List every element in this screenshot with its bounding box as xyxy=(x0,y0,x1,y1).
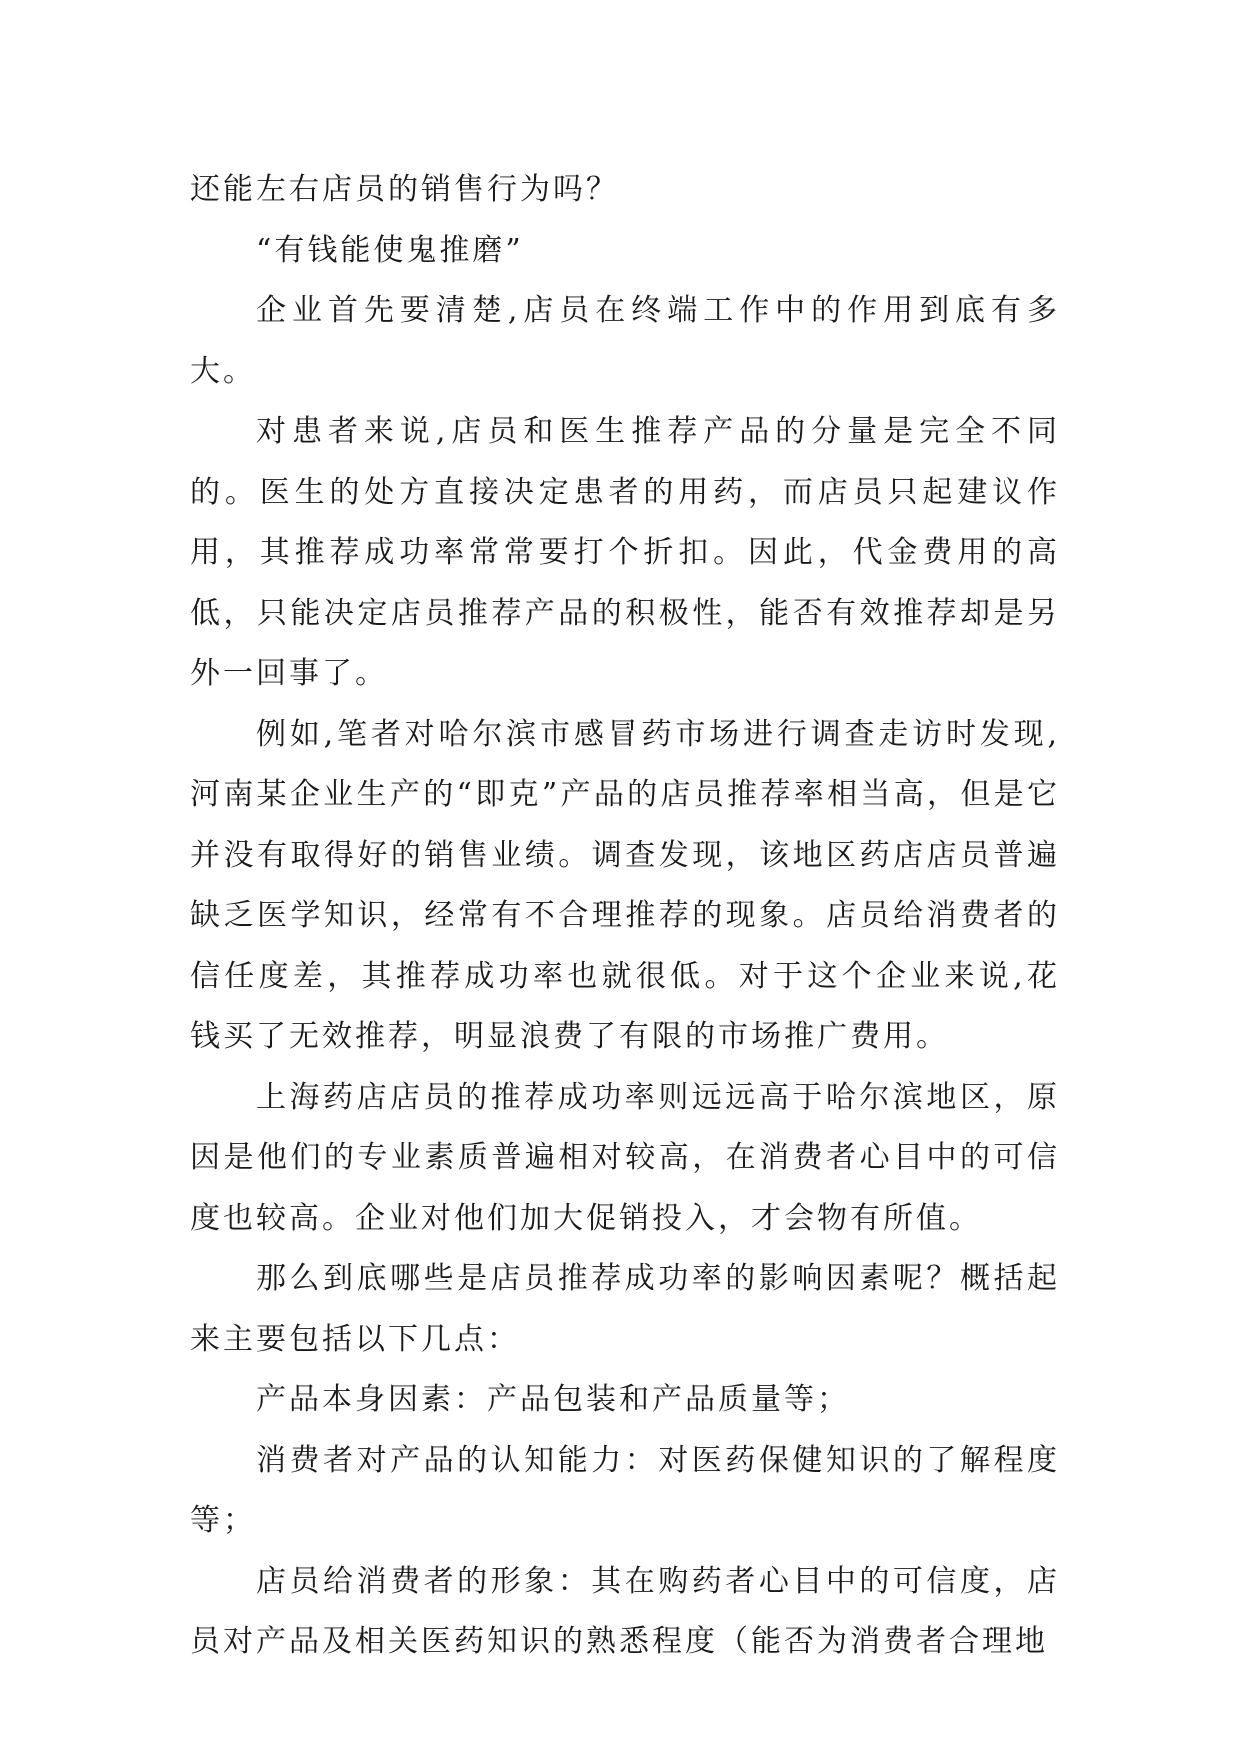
article-body xyxy=(190,160,1060,1673)
paragraph-3: 企业首先要清楚,店员在终端工作中的作用到底有多大。 xyxy=(190,293,1060,389)
paragraph-7: 那么到底哪些是店员推荐成功率的影响因素呢？概括起来主要包括以下几点： xyxy=(190,1261,1060,1357)
paragraph-6: 上海药店店员的推荐成功率则远远高于哈尔滨地区，原因是他们的专业素质普遍相对较高，在消费者心目中的可信度也较高。企业对他们加大促销投入，才会物有所值。 xyxy=(190,1079,1060,1236)
paragraph-4: 对患者来说,店员和医生推荐产品的分量是完全不同的。医生的处方直接决定患者的用药，而店员只起建议作用，其推荐成功率常常要打个折扣。因此，代金费用的高低，只能决定店员推荐产品的积极性，能否有效推荐却是另外一回事了。 xyxy=(190,414,1060,691)
paragraph-5: 例如,笔者对哈尔滨市感冒药市场进行调查走访时发现,河南某企业生产的“即克”产品的店员推荐率相当高，但是它并没有取得好的销售业绩。调查发现，该地区药店店员普遍缺乏医学知识，经常有不合理推荐的现象。店员给消费者的信任度差，其推荐成功率也就很低。对于这个企业来说,花钱买了无效推荐，明显浪费了有限的市场推广费用。 xyxy=(190,716,1060,1054)
paragraph-9: 消费者对产品的认知能力：对医药保健知识的了解程度等； xyxy=(190,1442,1060,1538)
paragraph-2-heading: “有钱能使鬼推磨” xyxy=(256,232,524,268)
paragraph-8: 产品本身因素：产品包装和产品质量等； xyxy=(256,1382,850,1417)
paragraph-1: 还能左右店员的销售行为吗？ xyxy=(190,172,619,207)
paragraph-10: 店员给消费者的形象：其在购药者心目中的可信度，店员对产品及相关医药知识的熟悉程度（能否为消费者合理地 xyxy=(190,1563,1060,1659)
